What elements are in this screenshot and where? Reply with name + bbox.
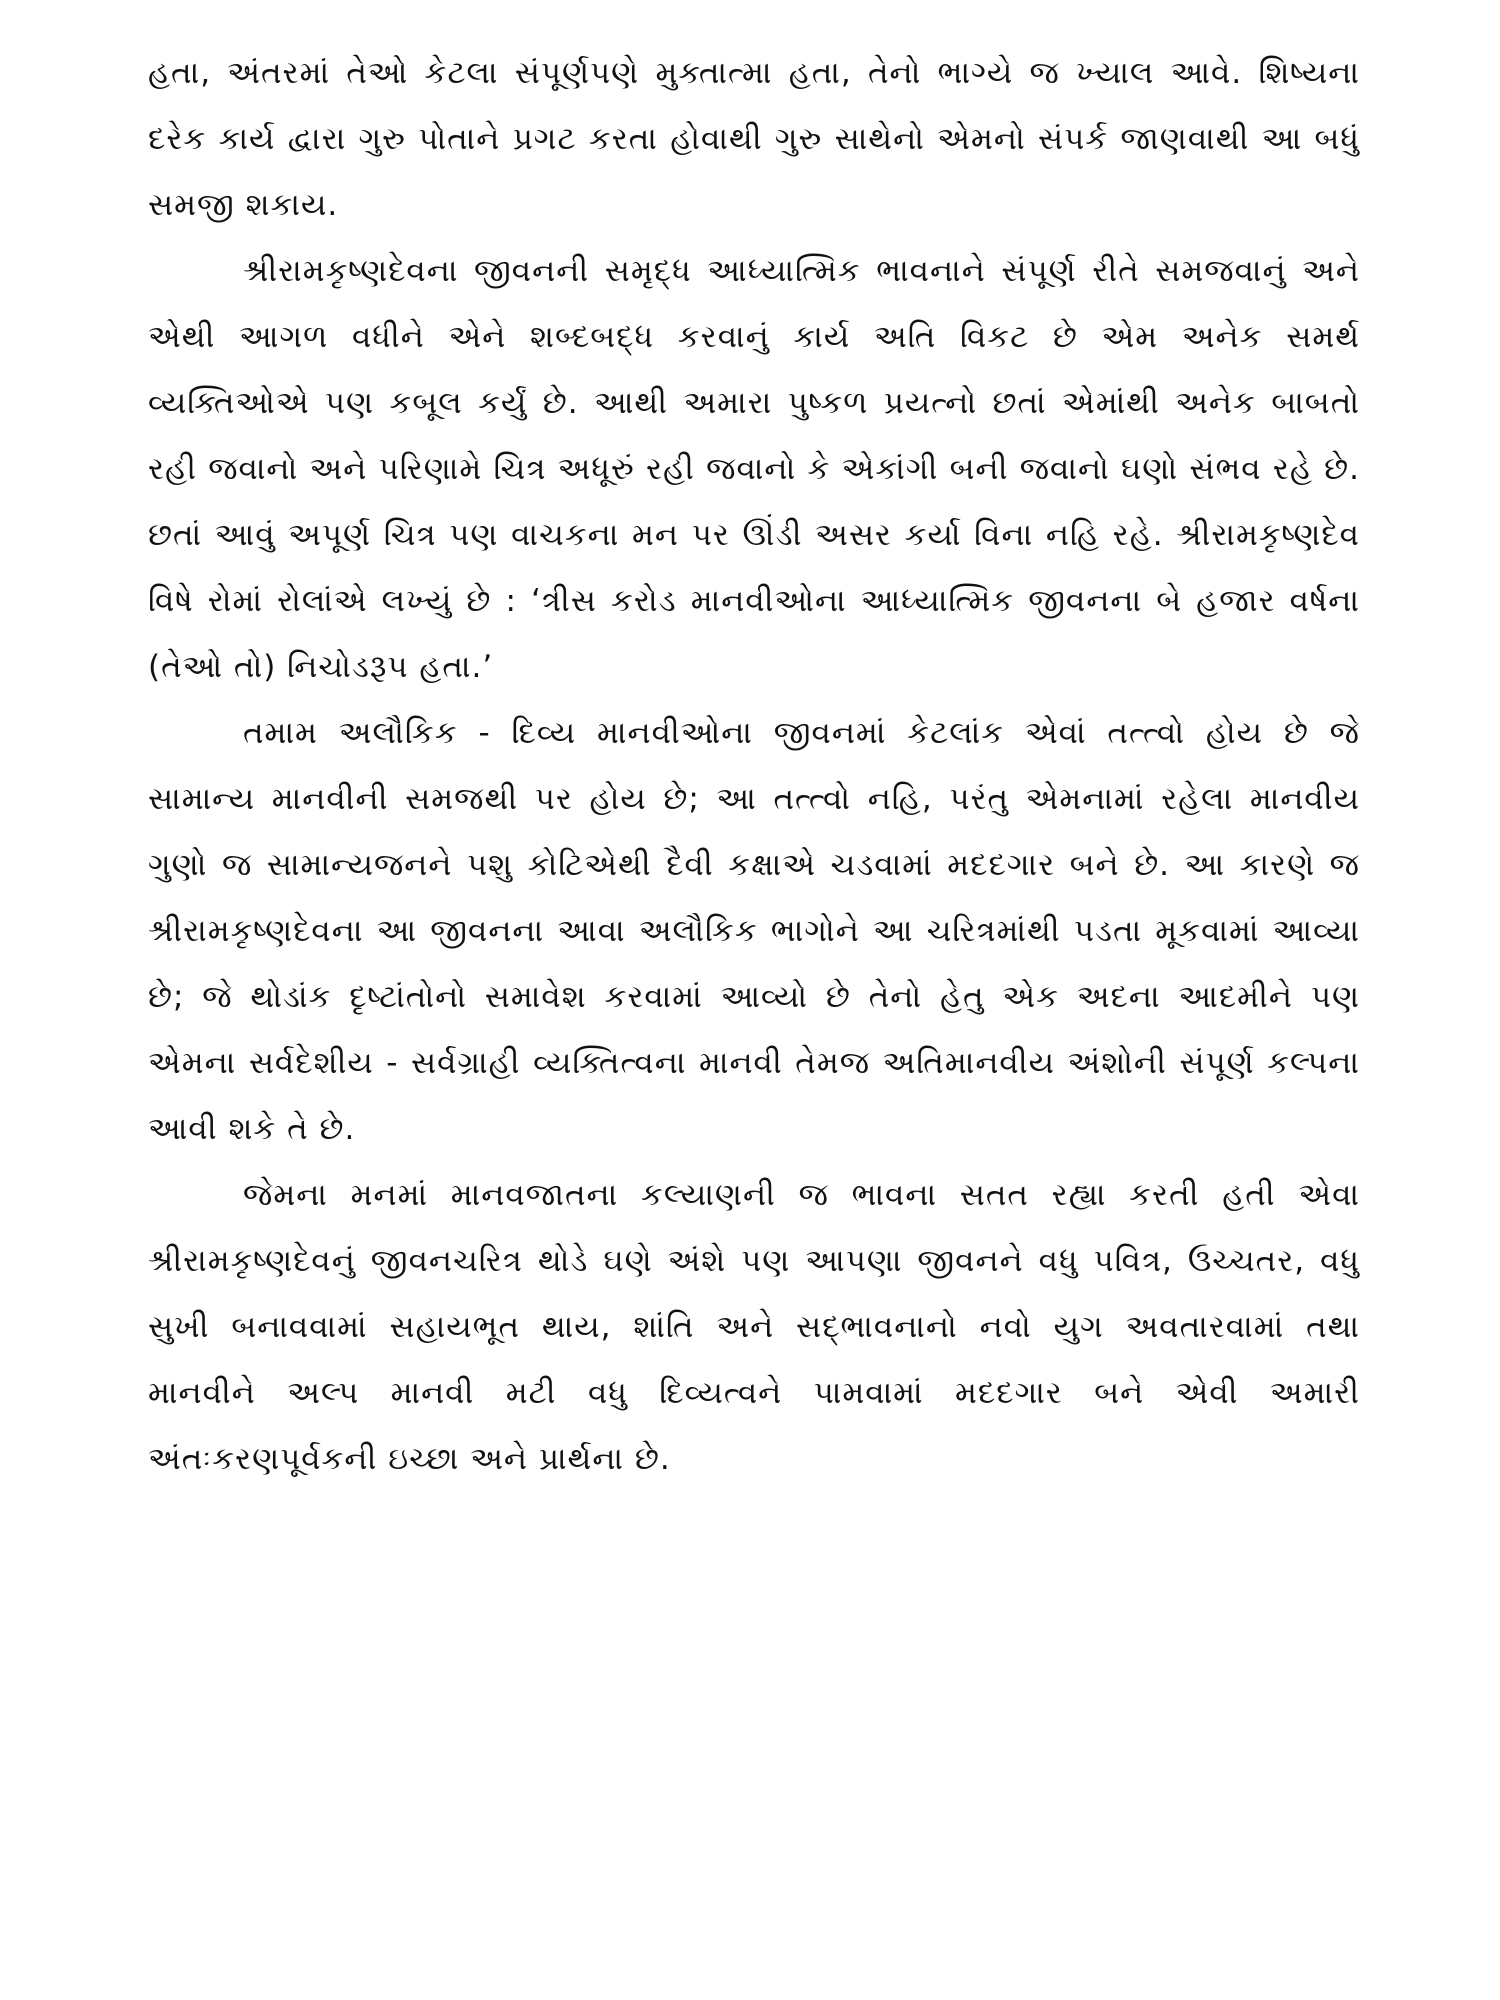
paragraph-2: શ્રીરામકૃષ્ણદેવના જીવનની સમૃદ્ધ આધ્યાત્મિક ભાવનાને સંપૂર્ણ રીતે સમજવાનું અને એથી આગળ વધીને એને શબ્દબદ્ધ કરવાનું કાર્ય અતિ વિકટ છે એમ અનેક સમર્થ વ્યક્તિઓએ પણ કબૂલ કર્યું છે. આથી અમારા પુષ્કળ પ્રયત્નો છતાં એમાંથી અનેક બાબતો રહી જવાનો અને પરિણામે ચિત્ર અધૂરું રહી જવાનો કે એકાંગી બની જવાનો ઘણો સંભવ રહે છે. છતાં આવું અપૂર્ણ ચિત્ર પણ વાચકના મન પર ઊંડી અસર કર્યા વિના નહિ રહે. શ્રીરામકૃષ્ણદેવ વિષે રોમાં રોલાંએ લખ્યું છે : ‘ત્રીસ કરોડ માનવીઓના આધ્યાત્મિક જીવનના બે હજાર વર્ષના (તેઓ તો) નિચોડરૂપ હતા.’ <box>148 253 1360 685</box>
paragraph-4: જેમના મનમાં માનવજાતના કલ્યાણની જ ભાવના સતત રહ્યા કરતી હતી એવા શ્રીરામકૃષ્ણદેવનું જીવનચરિત્ર થોડે ઘણે અંશે પણ આપણા જીવનને વધુ પવિત્ર, ઉચ્ચતર, વધુ સુખી બનાવવામાં સહાયભૂત થાય, શાંતિ અને સદ્‌ભાવનાનો નવો યુગ અવતારવામાં તથા માનવીને અલ્પ માનવી મટી વધુ દિવ્યત્વને પામવામાં મદદગાર બને એવી અમારી અંતઃકરણપૂર્વકની ઇચ્છા અને પ્રાર્થના છે. <box>148 1177 1360 1477</box>
document-page <box>148 40 1360 1492</box>
paragraph-3: તમામ અલૌકિક - દિવ્ય માનવીઓના જીવનમાં કેટલાંક એવાં તત્ત્વો હોય છે જે સામાન્ય માનવીની સમજથી પર હોય છે; આ તત્ત્વો નહિ, પરંતુ એમનામાં રહેલા માનવીય ગુણો જ સામાન્યજનને પશુ કોટિએથી દૈવી કક્ષાએ ચડવામાં મદદગાર બને છે. આ કારણે જ શ્રીરામકૃષ્ણદેવના આ જીવનના આવા અલૌકિક ભાગોને આ ચરિત્રમાંથી પડતા મૂકવામાં આવ્યા છે; જે થોડાંક દૃષ્ટાંતોનો સમાવેશ કરવામાં આવ્યો છે તેનો હેતુ એક અદના આદમીને પણ એમના સર્વદેશીય - સર્વગ્રાહી વ્યક્તિત્વના માનવી તેમજ અતિમાનવીય અંશોની સંપૂર્ણ કલ્પના આવી શકે તે છે. <box>148 715 1360 1147</box>
paragraph-1: હતા, અંતરમાં તેઓ કેટલા સંપૂર્ણપણે મુક્તાત્મા હતા, તેનો ભાગ્યે જ ખ્યાલ આવે. શિષ્યના દરેક કાર્ય દ્વારા ગુરુ પોતાને પ્રગટ કરતા હોવાથી ગુરુ સાથેનો એમનો સંપર્ક જાણવાથી આ બધું સમજી શકાય. <box>148 55 1360 223</box>
